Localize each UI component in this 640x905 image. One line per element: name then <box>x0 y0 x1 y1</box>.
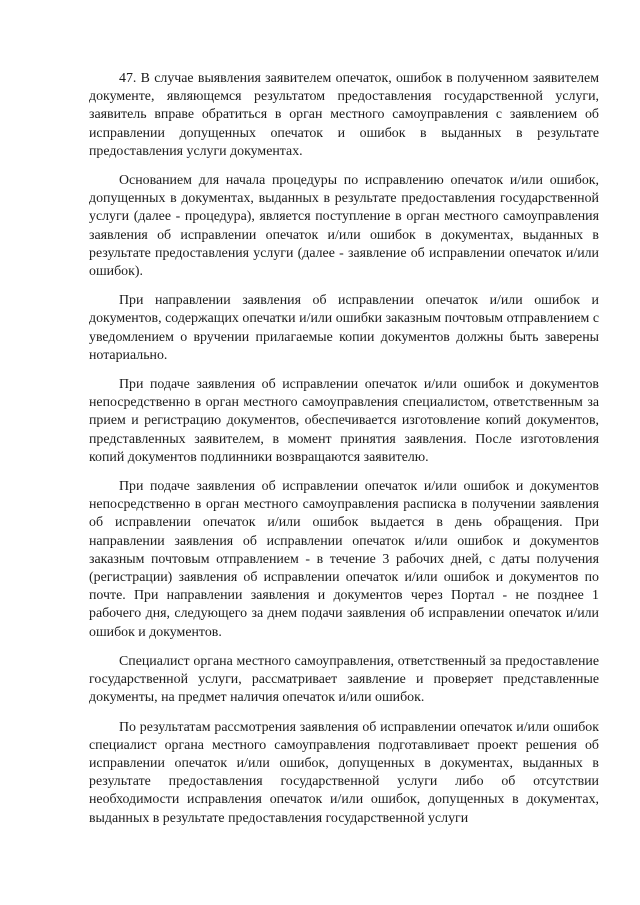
paragraph-postal-submission: При направлении заявления об исправлении опечаток и/или ошибок и документов, содержащих опечатки и/или ошибки заказным почтовым отправлением с уведомлением о вручении прилагаемые копии документов должны быть заверены нотариально. <box>89 293 599 363</box>
paragraph-review-results: По результатам рассмотрения заявления об исправлении опечаток и/или ошибок специалист органа местного самоуправления подготавливает проект решения об исправлении опечаток и/или ошибок, допущенных в документах, выданных в результате предоставления государственной услуги либо об отсутствии необходимости исправления опечаток и/или ошибок, допущенных в документах, выданных в результате предоставления государственной услуги <box>89 719 599 826</box>
paragraph-receipt-terms: При подаче заявления об исправлении опечаток и/или ошибок и документов непосредственно в орган местного самоуправления расписка в получении заявления об исправлении опечаток и/или ошибок выдается в день обращения. При направлении заявления об исправлении опечаток и/или ошибок и документов заказным почтовым отправлением - в течение 3 рабочих дней, с даты получения (регистрации) заявления об исправлении опечаток и/или ошибок и документов по почте. При направлении заявления и документов через Портал - не позднее 1 рабочего дня, следующего за днем подачи заявления об исправлении опечаток и/или ошибок и документов. <box>89 479 599 640</box>
paragraph-specialist-review: Специалист органа местного самоуправления, ответственный за предоставление государственной услуги, рассматривает заявление и проверяет представленные документы, на предмет наличия опечаток и/или ошибок. <box>89 653 599 706</box>
document-page <box>89 70 599 839</box>
paragraph-47: 47. В случае выявления заявителем опечаток, ошибок в полученном заявителем документе, являющемся результатом предоставления государственной услуги, заявитель вправе обратиться в орган местного самоуправления с заявлением об исправлении допущенных опечаток и ошибок в выданных в результате предоставления услуги документах. <box>89 71 599 159</box>
paragraph-procedure-basis: Основанием для начала процедуры по исправлению опечаток и/или ошибок, допущенных в документах, выданных в результате предоставления государственной услуги (далее - процедура), является поступление в орган местного самоуправления заявления об исправлении опечаток и/или ошибок в документах, выданных в результате предоставления услуги (далее - заявление об исправлении опечаток и/или ошибок). <box>89 173 599 280</box>
paragraph-direct-submission-copies: При подаче заявления об исправлении опечаток и/или ошибок и документов непосредственно в орган местного самоуправления специалистом, ответственным за прием и регистрацию документов, обеспечивается изготовление копий документов, представленных заявителем, в момент принятия заявления. После изготовления копий документов подлинники возвращаются заявителю. <box>89 377 599 465</box>
